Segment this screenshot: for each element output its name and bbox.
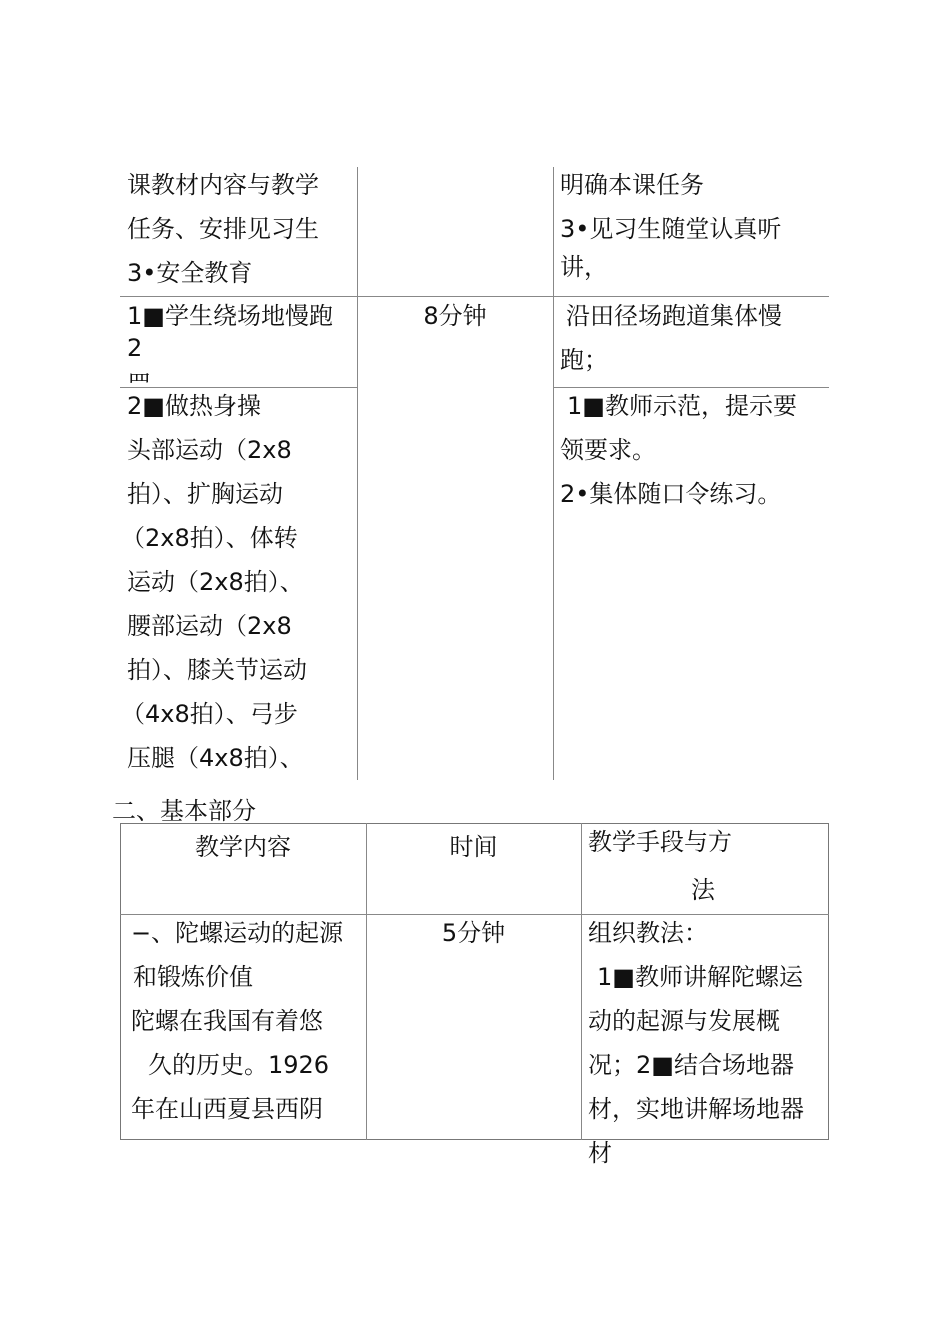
- text-line: 压腿（4x8拍）、: [127, 744, 304, 772]
- text-line: 材: [588, 1139, 612, 1167]
- table1-vline-1: [357, 167, 358, 780]
- text-line: 材，实地讲解场地器: [588, 1095, 804, 1123]
- section-heading: [112, 790, 412, 823]
- row-jog-time: [357, 294, 553, 338]
- row-prev-content: [127, 163, 319, 295]
- text-line: 任务、安排见习生: [127, 215, 319, 243]
- text-line: 1■教师讲解陀螺运: [597, 963, 803, 991]
- text-line: 拍）、扩胸运动: [127, 480, 283, 508]
- text-line: 和锻炼价值: [133, 963, 253, 991]
- text-line: （2x8拍）、体转: [121, 524, 298, 552]
- text-line: 跑；: [560, 346, 608, 374]
- row-jog-content: [127, 294, 355, 398]
- header-label: 教学内容: [195, 833, 291, 861]
- header-label: 时间: [449, 833, 498, 861]
- text-line: 1■教师示范，提示要: [567, 392, 797, 420]
- time-value: 8分钟: [423, 302, 487, 330]
- header-method: [588, 820, 732, 912]
- text-line: 沿田径场跑道集体慢: [566, 302, 782, 330]
- text-line: 1■学生绕场地慢跑: [127, 302, 333, 330]
- time-value: 5分钟: [441, 919, 506, 947]
- text-line: 3•见习生随堂认真听: [560, 215, 782, 243]
- text-line: 2: [127, 334, 143, 362]
- text-line: 2•集体随口令练习。: [560, 480, 782, 508]
- text-line: 拍）、膝关节运动: [127, 656, 307, 684]
- text-line: 运动（2x8拍）、: [127, 568, 304, 596]
- section-heading-text: 二、基本部分: [112, 797, 256, 825]
- header-label: 教学手段与方: [588, 828, 732, 856]
- text-line: 陀螺在我国有着悠: [131, 1007, 323, 1035]
- row-prev-method: [560, 163, 781, 283]
- row-jog-method: [560, 294, 782, 382]
- text-line: 领要求。: [560, 436, 656, 464]
- table2-vline-1: [366, 823, 367, 1140]
- row-warmup-content: [121, 384, 307, 780]
- text-line: 况；2■结合场地器: [588, 1051, 794, 1079]
- table1-vline-2: [553, 167, 554, 780]
- text-line: 久的历史。1926: [148, 1051, 330, 1079]
- text-line: 组织教法：: [588, 919, 708, 947]
- text-line: 讲，: [560, 253, 608, 281]
- row1-method: [588, 911, 826, 1167]
- header-content: [120, 825, 366, 869]
- text-line: 动的起源与发展概: [588, 1007, 780, 1035]
- text-line: −、陀螺运动的起源: [131, 919, 344, 947]
- table2-vline-2: [581, 823, 582, 1140]
- row1-time: [366, 911, 581, 955]
- text-line: 课教材内容与教学: [127, 171, 319, 199]
- text-line: 2■做热身操: [127, 392, 261, 420]
- text-line: 罒: [127, 370, 151, 398]
- header-time: [366, 825, 581, 869]
- row1-content: [131, 911, 363, 1137]
- row-warmup-method: [560, 384, 797, 516]
- text-line: 头部运动（2x8: [127, 436, 292, 464]
- text-line: 年在山西夏县西阴: [131, 1095, 323, 1123]
- header-label: 法: [691, 876, 715, 904]
- text-line: 明确本课任务: [560, 171, 704, 199]
- text-line: 3•安全教育: [127, 259, 253, 287]
- text-line: （4x8拍）、弓步: [121, 700, 298, 728]
- text-line: 腰部运动（2x8: [127, 612, 292, 640]
